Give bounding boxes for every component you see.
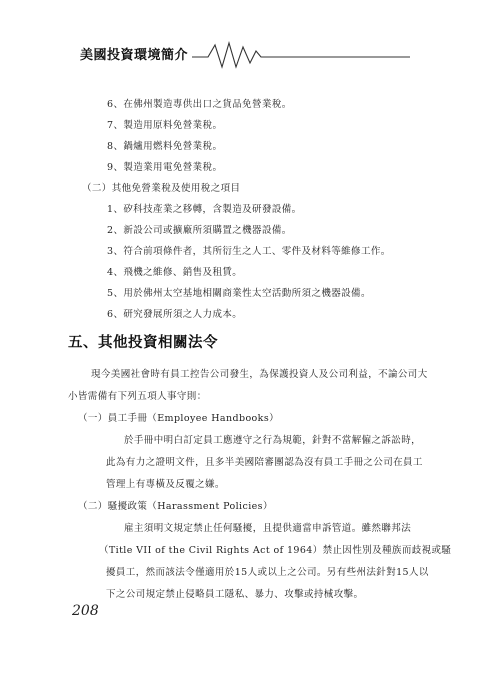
list-item: 9、製造業用電免營業稅。 [107, 162, 223, 173]
paragraph-line: 擾員工，然而該法令僅適用於15人或以上之公司。另有些州法針對15人以 [106, 567, 429, 578]
list-item: 4、飛機之維修、銷售及租賃。 [107, 267, 243, 278]
section-title: 五、其他投資相關法令 [68, 334, 218, 351]
list-item: 5、用於佛州太空基地相關商業性太空活動所須之機器設備。 [107, 288, 371, 299]
list-item: 3、符合前項條件者，其所衍生之人工、零件及材料等維修工作。 [107, 246, 391, 257]
paragraph-line: 此為有力之證明文件，且多半美國陪審團認為沒有員工手冊之公司在員工 [106, 457, 423, 468]
running-header [80, 39, 410, 69]
paragraph-line: 小皆需備有下列五項人事守則： [68, 391, 207, 402]
list-item: 1、矽科技產業之移轉，含製造及研發設備。 [107, 204, 302, 215]
list-item: 8、鍋爐用燃料免營業稅。 [107, 141, 223, 152]
paragraph-line: 管理上有專橫及反覆之嫌。 [106, 479, 225, 490]
list-item: 6、在佛州製造專供出口之貨品免營業稅。 [107, 99, 292, 110]
list-item: 6、研究發展所須之人力成本。 [107, 309, 243, 320]
paragraph-line: （Title VII of the Civil Rights Act of 1964）禁止因性別及種族而歧視或騷 [99, 545, 452, 556]
subsection-heading: （二）其他免營業稅及使用稅之項目 [82, 183, 241, 194]
paragraph-line: 現今美國社會時有員工控告公司發生，為保護投資人及公司利益，不論公司大 [91, 369, 428, 380]
subsection-heading: （一）員工手冊（Employee Handbooks） [78, 413, 280, 424]
list-item: 7、製造用原料免營業稅。 [107, 120, 223, 131]
paragraph-line: 下之公司規定禁止侵略員工隱私、暴力、攻擊或持械攻擊。 [106, 589, 364, 600]
paragraph-line: 於手冊中明白訂定員工應遵守之行為規範，針對不當解僱之訴訟時， [124, 435, 422, 446]
paragraph-line: 雇主須明文規定禁止任何騷擾，且提供適當申訴管道。雖然聯邦法 [124, 523, 412, 534]
page-number: 208 [72, 603, 99, 619]
header-title: 美國投資環境簡介 [80, 44, 192, 63]
list-item: 2、新設公司或擴廠所須購置之機器設備。 [107, 225, 292, 236]
subsection-heading: （二）騷擾政策（Harassment Policies） [78, 501, 273, 512]
